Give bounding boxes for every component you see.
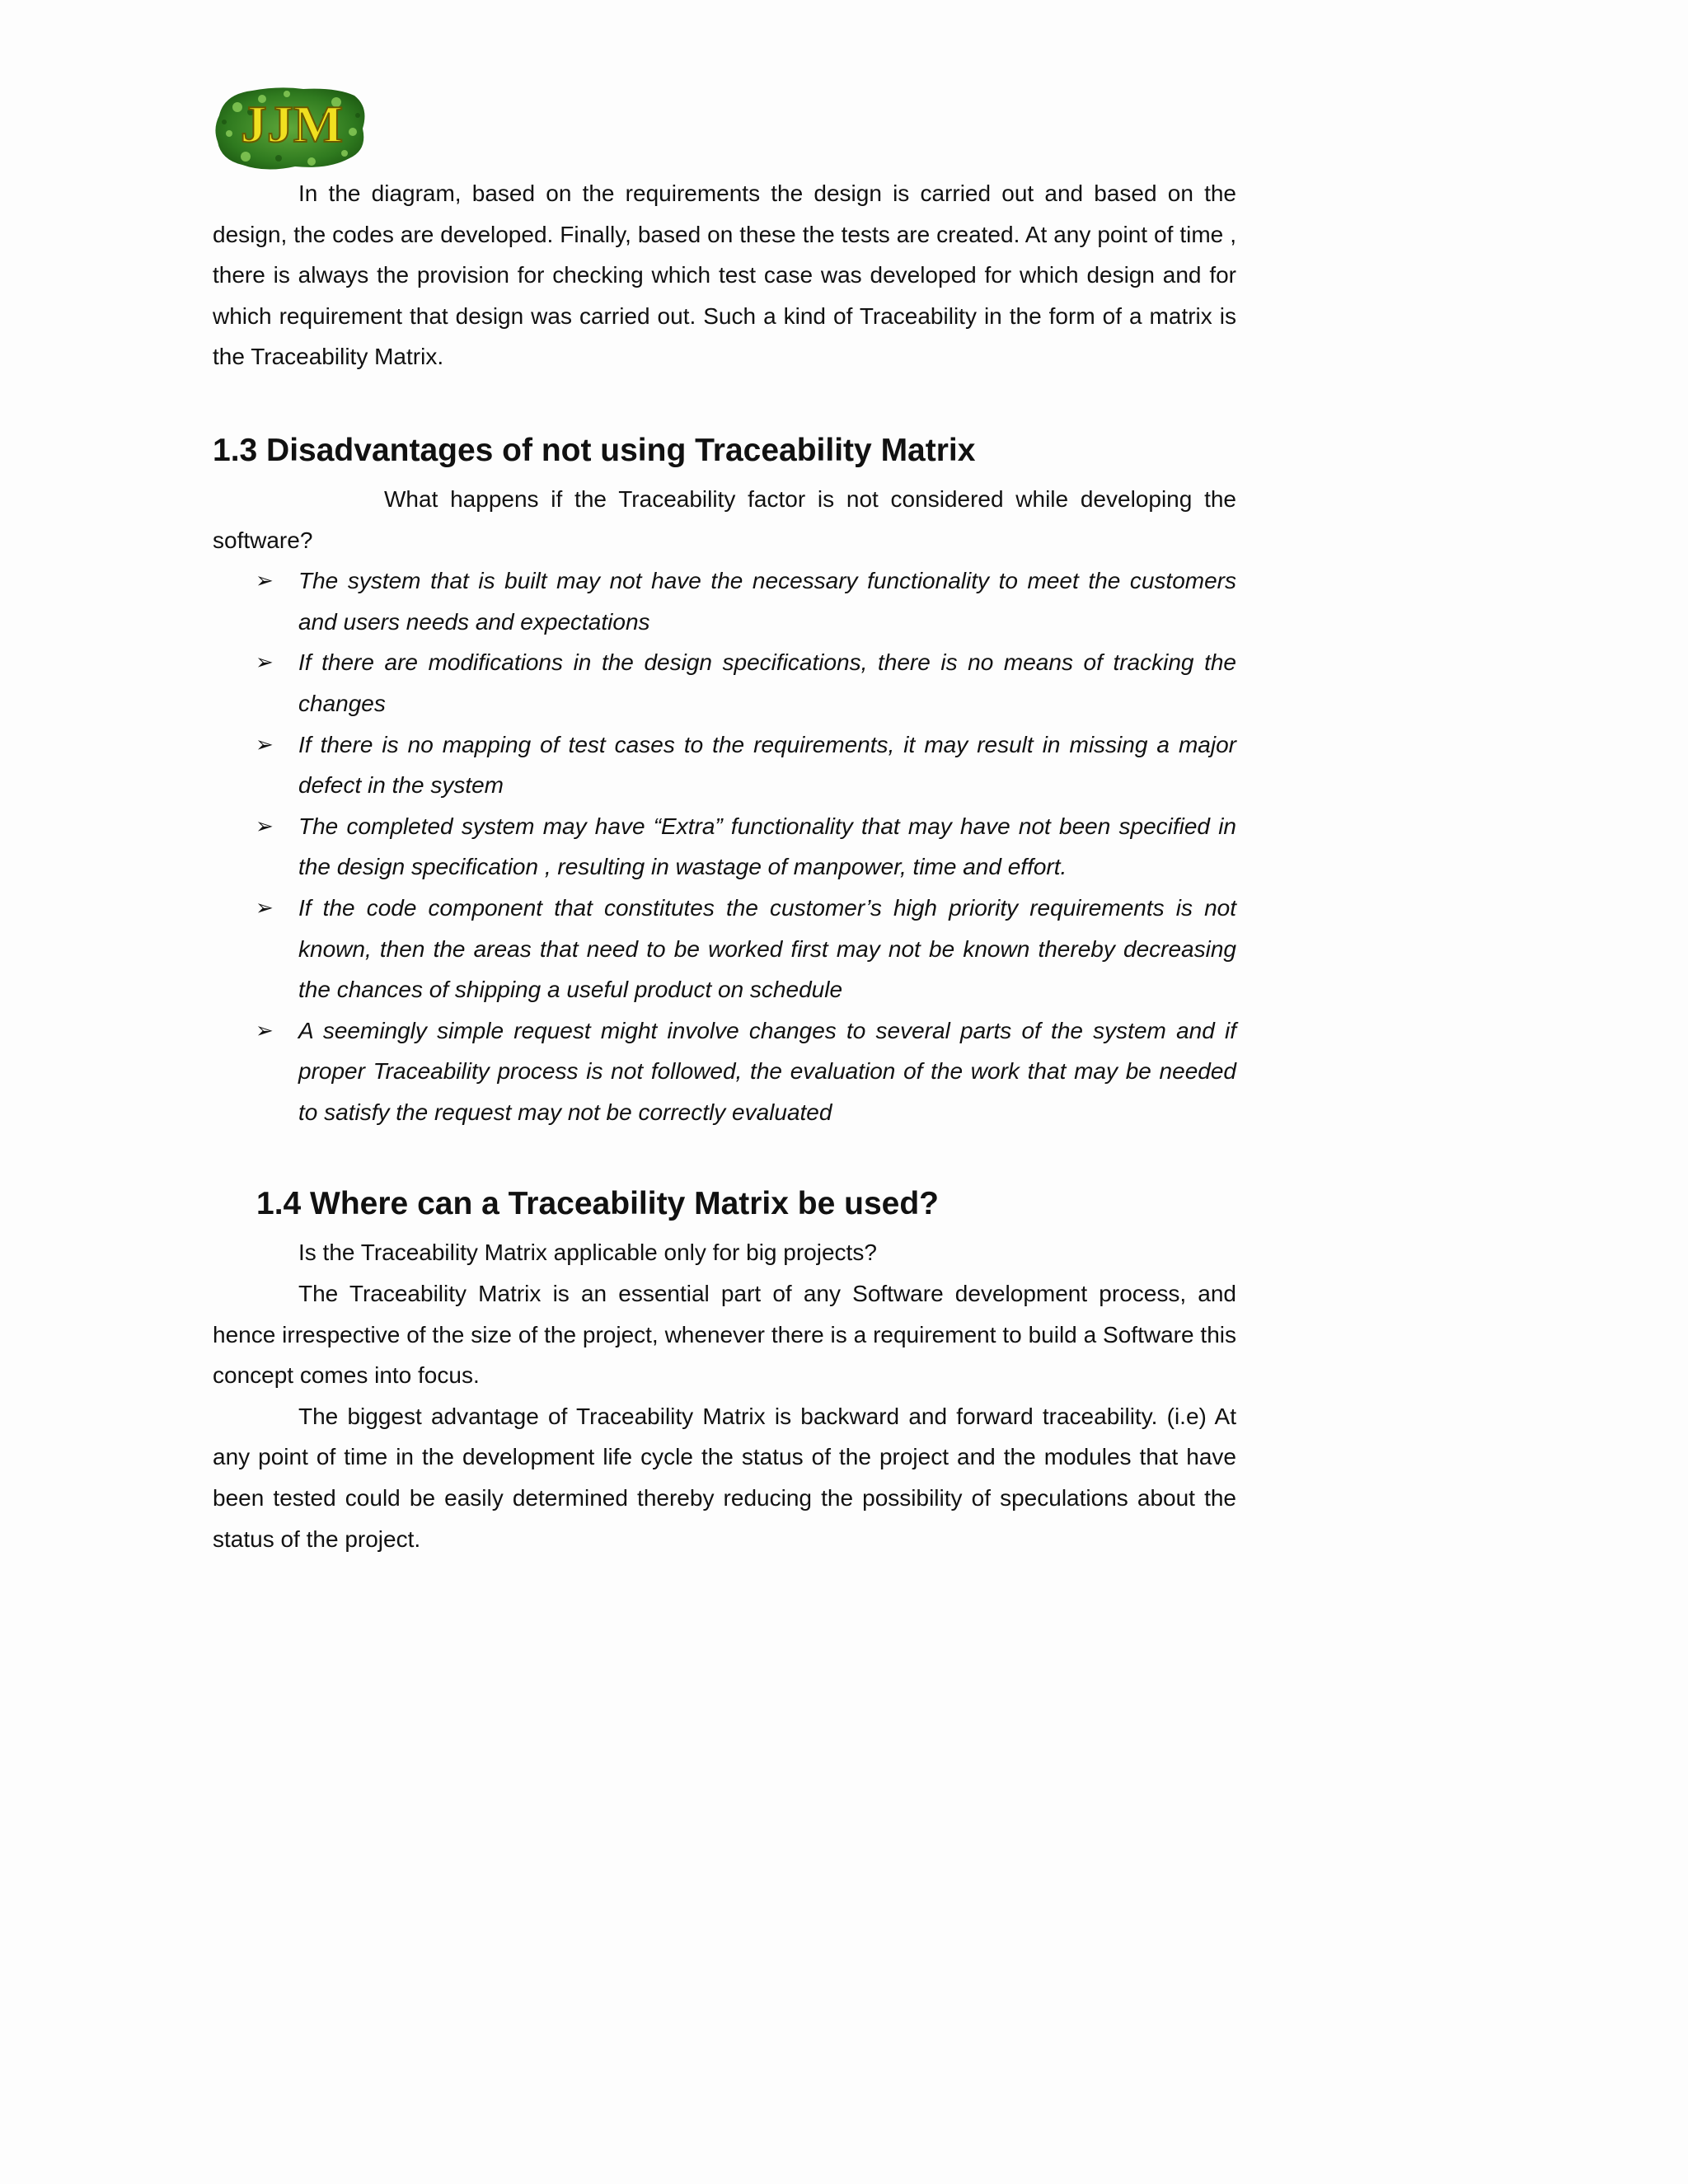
list-item-text: If the code component that constitutes the customer’s high priority requirements is not known, then the areas that need to be worked first may not be known thereby decreasing the chances of shipping a useful product on schedule (298, 894, 1236, 1003)
intro-paragraph: In the diagram, based on the requirements the design is carried out and based on the design, the codes are developed. Finally, based on these the tests are created. At any point of time , there is always the provision for checking which test case was developed for which design and for which requirement that design was carried out. Such a kind of Traceability in the form of a matrix is the Traceability Matrix. (213, 180, 1236, 370)
section-1-3-question: What happens if the Traceability factor is not considered while developing the software? (213, 485, 1236, 553)
list-item-text: If there are modifications in the design specifications, there is no means of tracking the changes (298, 649, 1236, 716)
arrow-bullet-icon: ➢ (256, 1017, 274, 1043)
section-1-4-paragraph-2: The biggest advantage of Traceability Matrix is backward and forward traceability. (i.e) At any point of time in the development life cycle the status of the project and the modules that have been tested could be easily determined thereby reducing the possibility of speculations about the status of the project. (213, 1403, 1236, 1552)
jjm-logo (213, 82, 369, 175)
list-item (213, 1010, 1236, 1133)
arrow-bullet-icon: ➢ (256, 731, 274, 757)
arrow-bullet-icon: ➢ (256, 894, 274, 920)
list-item-text: If there is no mapping of test cases to the requirements, it may result in missing a major defect in the system (298, 731, 1236, 799)
section-1-4-paragraph-1: The Traceability Matrix is an essential part of any Software development process, and hence irrespective of the size of the project, whenever there is a requirement to build a Software this concept comes into focus. (213, 1281, 1236, 1389)
section-1-4-question: Is the Traceability Matrix applicable only for big projects? (298, 1240, 877, 1266)
arrow-bullet-icon: ➢ (256, 568, 274, 593)
list-item (213, 888, 1236, 1010)
disadvantages-list (213, 560, 1236, 1132)
list-item-text: A seemingly simple request might involve changes to several parts of the system and if proper Traceability process is not followed, the evaluation of the work that may be needed to satisfy the request may not be correctly evaluated (298, 1017, 1236, 1125)
list-item (213, 642, 1236, 724)
arrow-bullet-icon: ➢ (256, 649, 274, 675)
list-item-text: The system that is built may not have the necessary functionality to meet the customers and users needs and expectations (298, 568, 1236, 635)
arrow-bullet-icon: ➢ (256, 813, 274, 838)
section-1-4-heading: 1.4 Where can a Traceability Matrix be used? (256, 1186, 939, 1222)
section-1-3-heading: 1.3 Disadvantages of not using Traceability Matrix (213, 432, 976, 468)
list-item-text: The completed system may have “Extra” functionality that may have not been specified in the design specification , resulting in wastage of manpower, time and effort. (298, 813, 1236, 880)
list-item (213, 560, 1236, 642)
document-body (213, 173, 1236, 1559)
logo-text: JJM (240, 95, 344, 153)
list-item (213, 806, 1236, 888)
list-item (213, 724, 1236, 806)
